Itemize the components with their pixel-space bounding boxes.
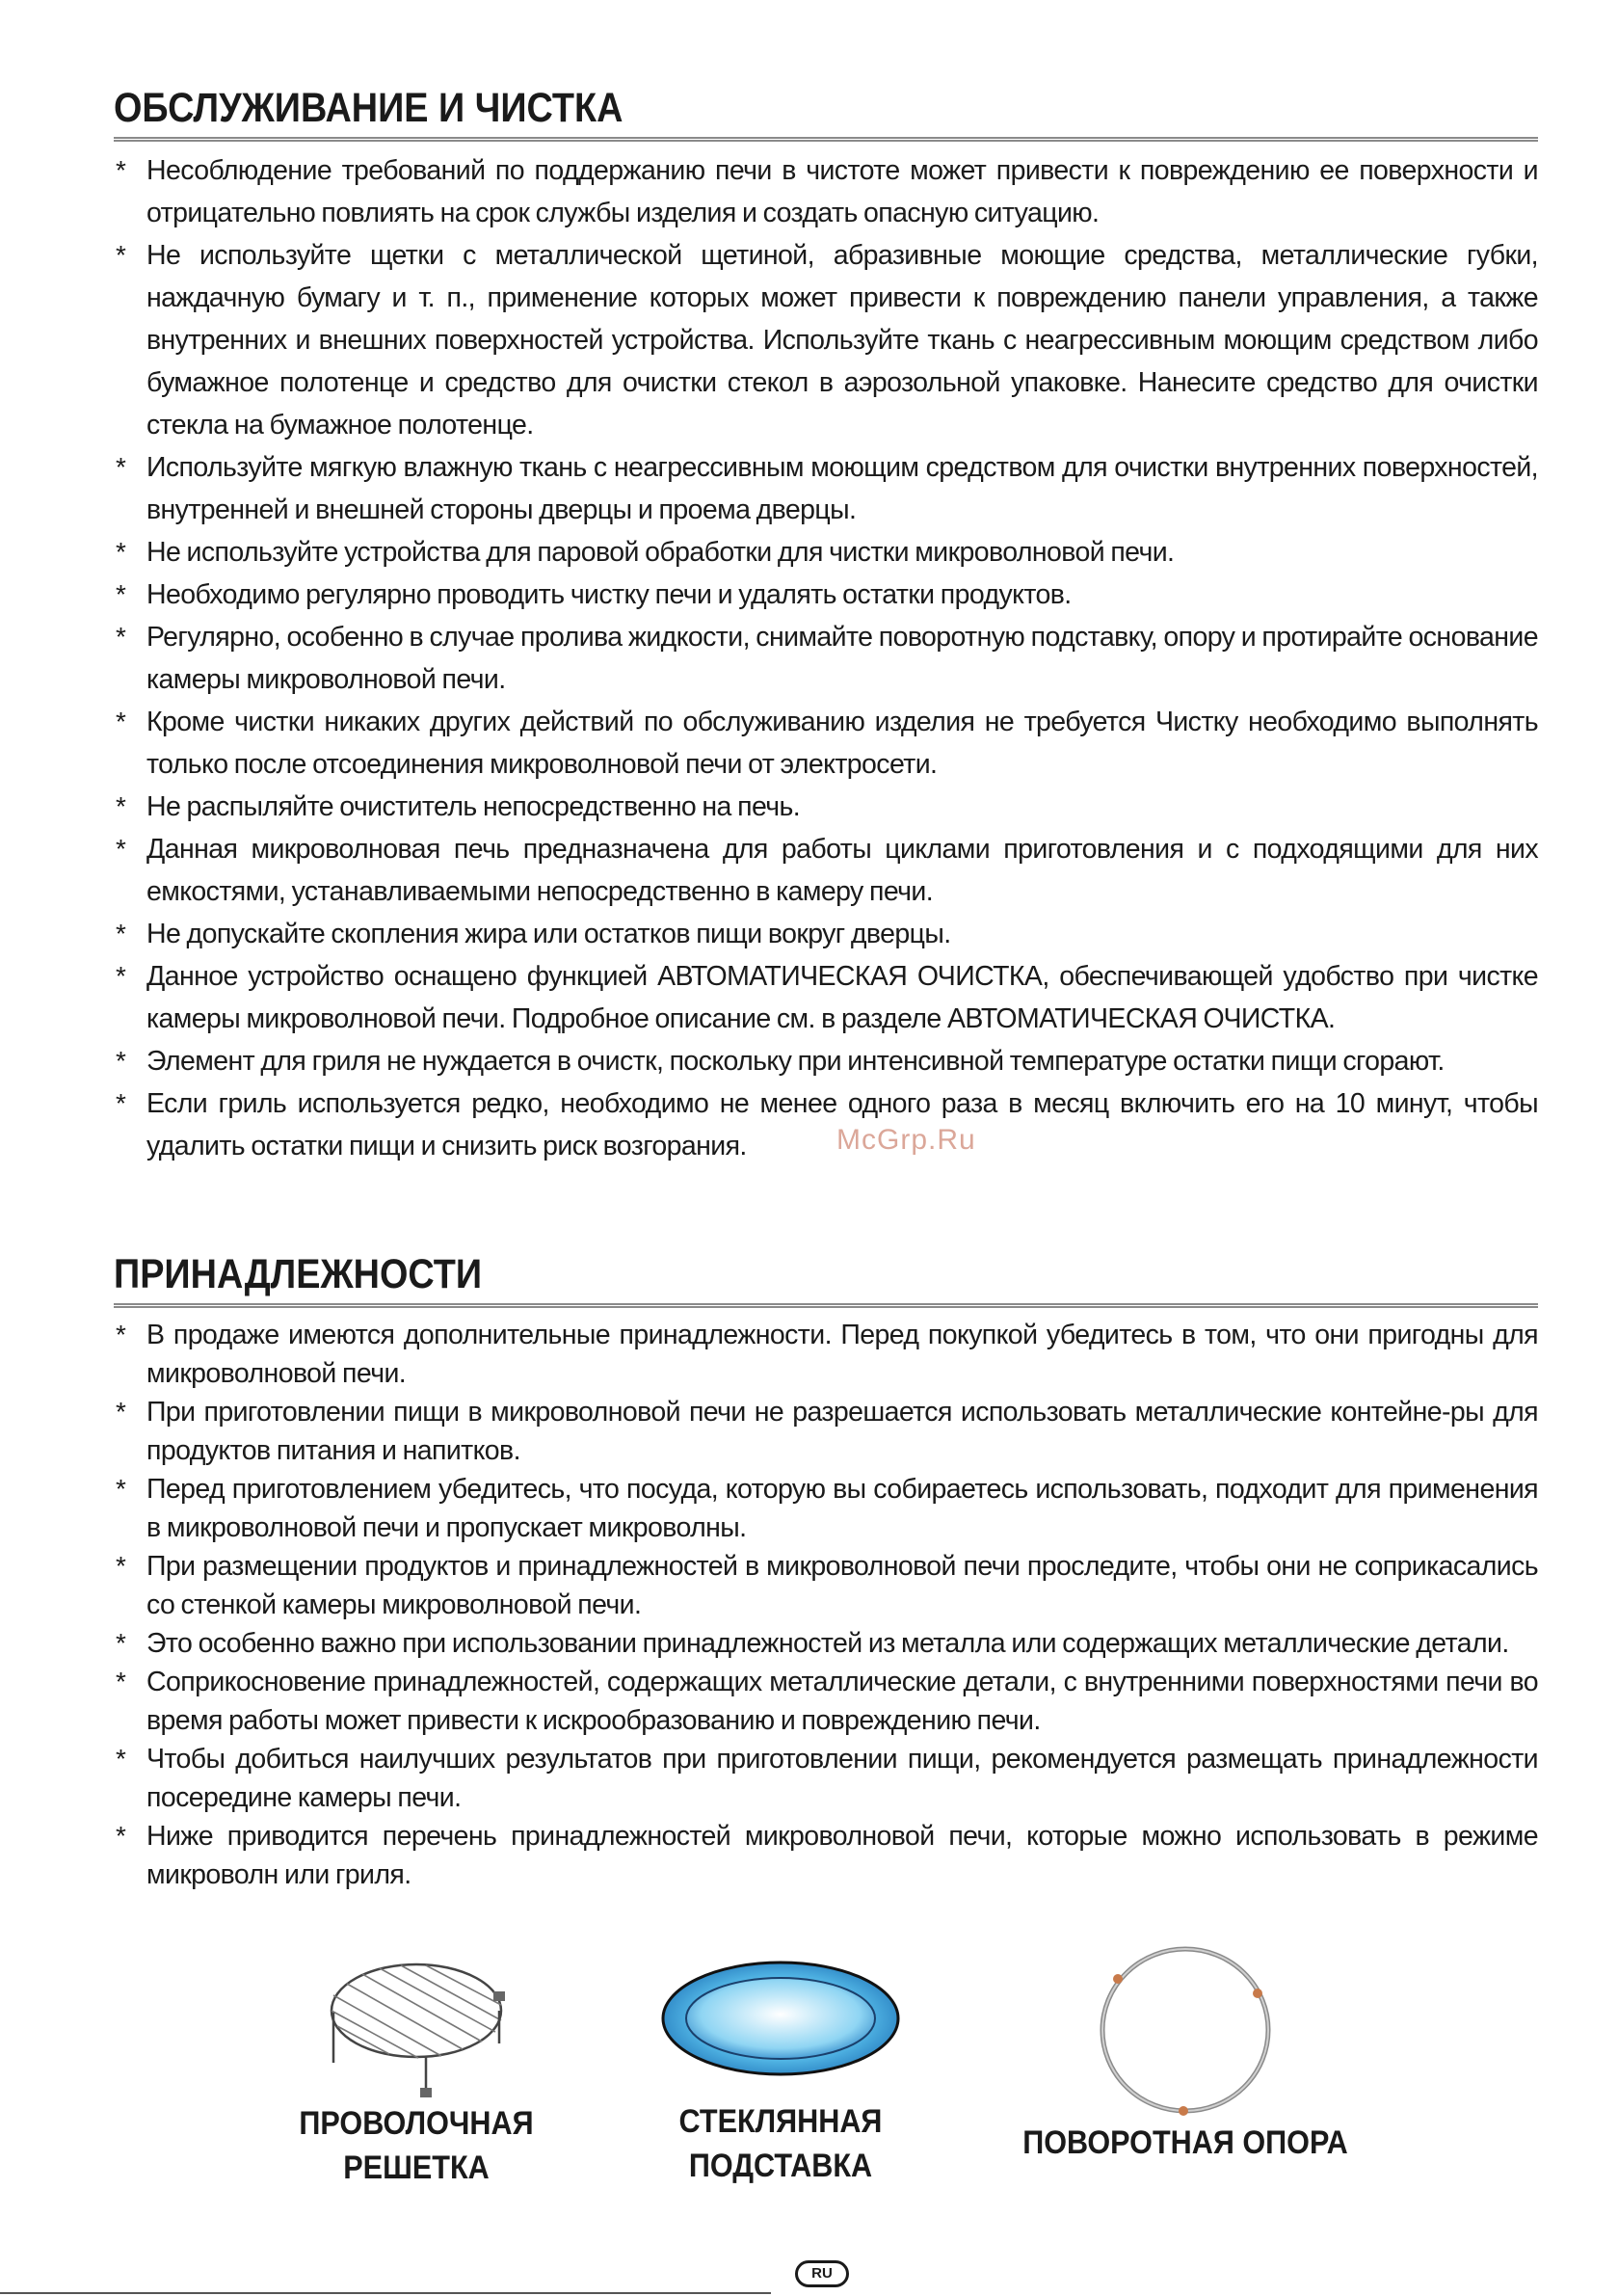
bullet-asterisk: * — [116, 1744, 126, 1774]
list-item-text: При размещении продуктов и принадлежностей в микроволновой печи проследите, чтобы они не соприкасались со стенкой камеры микроволновой печи. — [146, 1551, 1538, 1620]
section-title-accessories: ПРИНАДЛЕЖНОСТИ — [114, 1251, 483, 1297]
bullet-asterisk: * — [116, 834, 126, 864]
list-item — [114, 1740, 1538, 1817]
list-item — [114, 446, 1538, 531]
list-item-text: При приготовлении пищи в микроволновой печи не разрешается использовать металлические контейне-ры для продуктов питания и напитков. — [146, 1397, 1538, 1466]
list-item-text: Не используйте устройства для паровой обработки для чистки микроволновой печи. — [146, 537, 1175, 568]
accessory-glass-tray — [636, 1957, 925, 2188]
bullet-asterisk: * — [116, 961, 126, 991]
maintenance-list — [114, 149, 1538, 1167]
footer-line — [0, 2292, 771, 2294]
bullet-asterisk: * — [116, 791, 126, 821]
list-item — [114, 616, 1538, 701]
bullet-asterisk: * — [116, 707, 126, 736]
list-item — [114, 1040, 1538, 1082]
list-item-text: Ниже приводится перечень принадлежностей микроволновой печи, которые можно использовать в режиме микроволн или гриля. — [146, 1821, 1538, 1890]
roller-ring-icon — [1089, 1936, 1282, 2119]
list-item-text: Регулярно, особенно в случае пролива жидкости, снимайте поворотную подставку, опору и протирайте основание камеры микроволновой печи. — [146, 622, 1538, 695]
page-language-badge: RU — [795, 2260, 849, 2287]
list-item — [114, 1082, 1538, 1167]
bullet-asterisk: * — [116, 155, 126, 185]
bullet-asterisk: * — [116, 1821, 126, 1851]
list-item-text: Несоблюдение требований по поддержанию печи в чистоте может привести к повреждению ее поверхности и отрицательно повлиять на срок службы изделия и создать опасную ситуацию. — [146, 155, 1538, 228]
maintenance-section — [114, 83, 1538, 1167]
list-item-text: Соприкосновение принадлежностей, содержащих металлические детали, с внутренними поверхностями печи во время работы может привести к искрообразованию и повреждению печи. — [146, 1667, 1538, 1736]
list-item-text: Не распыляйте очиститель непосредственно на печь. — [146, 791, 801, 822]
list-item-text: Это особенно важно при использовании принадлежностей из металла или содержащих металлические детали. — [146, 1628, 1509, 1659]
bullet-asterisk: * — [116, 1667, 126, 1696]
wire-rack-icon — [320, 1957, 513, 2101]
list-item — [114, 1470, 1538, 1547]
list-item — [114, 1547, 1538, 1624]
bullet-asterisk: * — [116, 1628, 126, 1658]
accessories-illustrations — [0, 1957, 1618, 2207]
list-item — [114, 531, 1538, 574]
list-item — [114, 1624, 1538, 1663]
section-rule — [114, 137, 1538, 142]
bullet-asterisk: * — [116, 919, 126, 948]
list-item-text: Используйте мягкую влажную ткань с неагрессивным моющим средством для очистки внутренних поверхностей, внутренней и внешней стороны дверцы и проема дверцы. — [146, 452, 1538, 525]
bullet-asterisk: * — [116, 1474, 126, 1504]
list-item — [114, 955, 1538, 1040]
accessories-list — [114, 1316, 1538, 1894]
list-item — [114, 234, 1538, 446]
list-item — [114, 149, 1538, 234]
list-item-text: Не допускайте скопления жира или остатков пищи вокруг дверцы. — [146, 919, 951, 949]
list-item — [114, 574, 1538, 616]
list-item — [114, 1393, 1538, 1470]
list-item — [114, 701, 1538, 786]
bullet-asterisk: * — [116, 537, 126, 567]
accessory-wire-rack — [272, 1957, 561, 2190]
bullet-asterisk: * — [116, 452, 126, 482]
section-title-maintenance: ОБСЛУЖИВАНИЕ И ЧИСТКА — [114, 85, 623, 131]
list-item-text: Перед приготовлением убедитесь, что посуда, которую вы собираетесь использовать, подходит для применения в микроволновой печи и пропускает микроволны. — [146, 1474, 1538, 1543]
list-item — [114, 1663, 1538, 1740]
accessory-roller-ring — [993, 1936, 1378, 2165]
list-item-text: Чтобы добиться наилучших результатов при приготовлении пищи, рекомендуется размещать принадлежности посередине камеры печи. — [146, 1744, 1538, 1813]
list-item-text: Данная микроволновая печь предназначена для работы циклами приготовления и с подходящими для них емкостями, устанавливаемыми непосредственно в камеру печи. — [146, 834, 1538, 907]
bullet-asterisk: * — [116, 240, 126, 270]
watermark: McGrp.Ru — [836, 1124, 976, 1156]
accessory-label-wire-rack: ПРОВОЛОЧНАЯ РЕШЕТКА — [299, 2105, 534, 2186]
list-item-text: Если гриль используется редко, необходимо не менее одного раза в месяц включить его на 10 минут, чтобы удалить остатки пищи и снизить риск возгорания. — [146, 1088, 1538, 1161]
list-item-text: Необходимо регулярно проводить чистку печи и удалять остатки продуктов. — [146, 579, 1072, 610]
list-item — [114, 1817, 1538, 1894]
bullet-asterisk: * — [116, 579, 126, 609]
list-item — [114, 1316, 1538, 1393]
list-item — [114, 828, 1538, 913]
accessory-label-roller-ring: ПОВОРОТНАЯ ОПОРА — [1022, 2124, 1348, 2161]
list-item-text: В продаже имеются дополнительные принадлежности. Перед покупкой убедитесь в том, что они пригодны для микроволновой печи. — [146, 1320, 1538, 1389]
list-item — [114, 913, 1538, 955]
list-item-text: Данное устройство оснащено функцией АВТОМАТИЧЕСКАЯ ОЧИСТКА, обеспечивающей удобство при чистке камеры микроволновой печи. Подробное описание см. в разделе АВТОМАТИЧЕСКАЯ ОЧИСТКА. — [146, 961, 1538, 1034]
section-rule — [114, 1303, 1538, 1308]
bullet-asterisk: * — [116, 1397, 126, 1427]
bullet-asterisk: * — [116, 1320, 126, 1349]
bullet-asterisk: * — [116, 1046, 126, 1076]
list-item — [114, 786, 1538, 828]
list-item-text: Не используйте щетки с металлической щетиной, абразивные моющие средства, металлические губки, наждачную бумагу и т. п., применение которых может привести к повреждению панели управления, а также внутренних и внешних поверхностей устройства. Используйте ткань с неагрессивным моющим средством либо бумажное полотенце и средство для очистки стекол в аэрозольной упаковке. Нанесите средство для очистки стекла на бумажное полотенце. — [146, 240, 1538, 441]
bullet-asterisk: * — [116, 622, 126, 652]
bullet-asterisk: * — [116, 1088, 126, 1118]
bullet-asterisk: * — [116, 1551, 126, 1581]
accessory-label-glass-tray: СТЕКЛЯННАЯ ПОДСТАВКА — [678, 2103, 883, 2184]
list-item-text: Кроме чистки никаких других действий по обслуживанию изделия не требуется Чистку необходимо выполнять только после отсоединения микроволновой печи от электросети. — [146, 707, 1538, 780]
accessories-section — [114, 1249, 1538, 1894]
list-item-text: Элемент для гриля не нуждается в очистк, поскольку при интенсивной температуре остатки пищи сгорают. — [146, 1046, 1445, 1077]
glass-tray-icon — [655, 1957, 906, 2082]
